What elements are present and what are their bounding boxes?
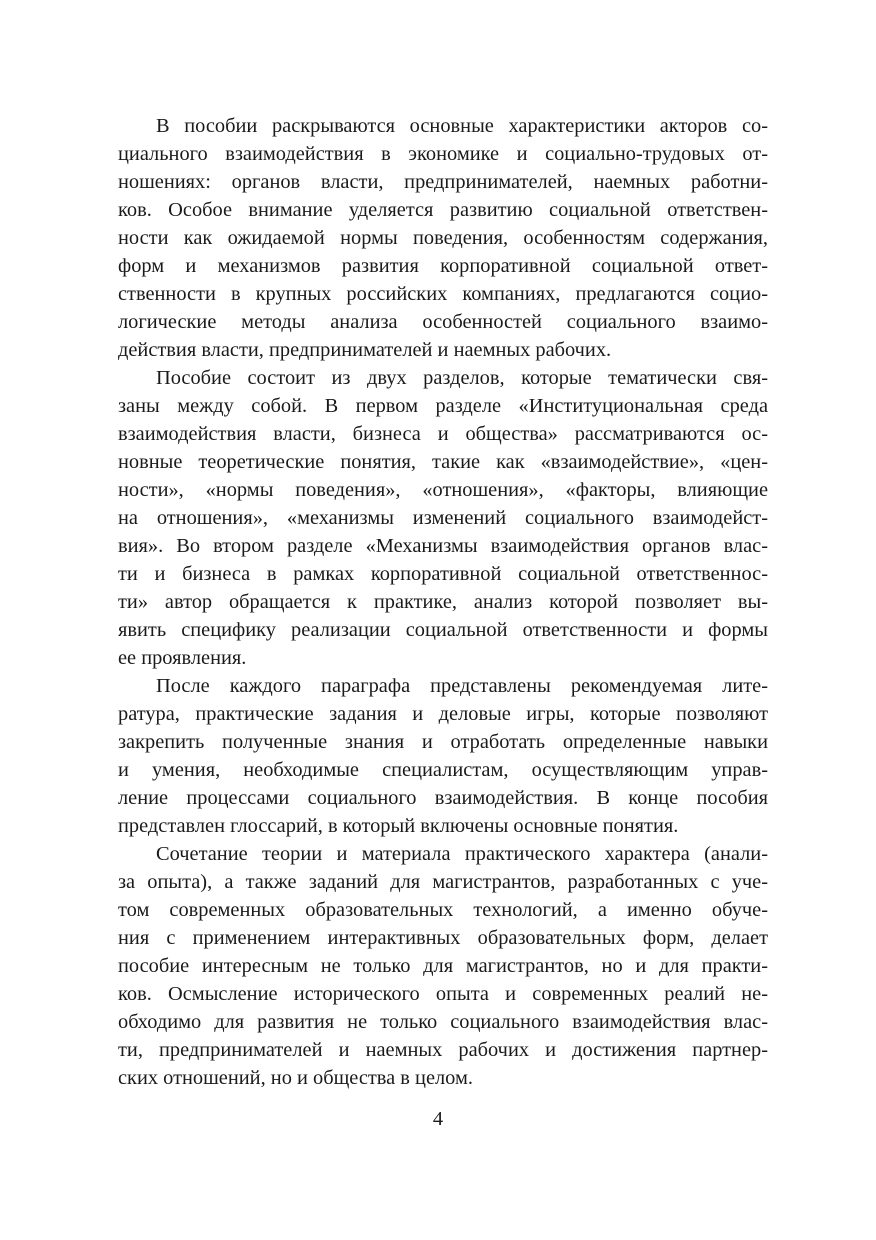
text-line: том современных образовательных технологий, а именно обуче- xyxy=(118,899,768,921)
text-line: ти и бизнеса в рамках корпоративной социальной ответственнос- xyxy=(118,563,768,585)
text-line: ков. Особое внимание уделяется развитию социальной ответствен- xyxy=(118,199,768,221)
text-line: представлен глоссарий, в который включены основные понятия. xyxy=(118,815,679,837)
text-line: ношениях: органов власти, предпринимателей, наемных работни- xyxy=(118,171,768,193)
text-line: ских отношений, но и общества в целом. xyxy=(118,1067,473,1089)
text-line: действия власти, предпринимателей и наемных рабочих. xyxy=(118,339,612,361)
text-line: ее проявления. xyxy=(118,647,247,669)
text-line: ление процессами социального взаимодействия. В конце пособия xyxy=(118,787,768,809)
text-line: После каждого параграфа представлены рекомендуемая лите- xyxy=(156,675,768,697)
text-line: ти» автор обращается к практике, анализ которой позволяет вы- xyxy=(118,591,768,613)
text-line: обходимо для развития не только социального взаимодействия влас- xyxy=(118,1011,768,1033)
text-line: Пособие состоит из двух разделов, которые тематически свя- xyxy=(156,367,768,389)
text-line: ков. Осмысление исторического опыта и современных реалий не- xyxy=(118,983,768,1005)
document-page xyxy=(118,112,768,1092)
text-line: логические методы анализа особенностей социального взаимо- xyxy=(118,311,768,333)
text-line: Сочетание теории и материала практического характера (анали- xyxy=(156,843,768,865)
text-line: ратура, практические задания и деловые игры, которые позволяют xyxy=(118,703,768,725)
text-line: закрепить полученные знания и отработать определенные навыки xyxy=(118,731,768,753)
text-line: ности», «нормы поведения», «отношения», «факторы, влияющие xyxy=(118,479,768,501)
text-line: пособие интересным не только для магистрантов, но и для практи- xyxy=(118,955,768,977)
text-line: заны между собой. В первом разделе «Институциональная среда xyxy=(118,395,768,417)
paragraph-2 xyxy=(118,364,768,672)
text-line: за опыта), а также заданий для магистрантов, разработанных с уче- xyxy=(118,871,768,893)
text-line: на отношения», «механизмы изменений социального взаимодейст- xyxy=(118,507,768,529)
text-line: явить специфику реализации социальной ответственности и формы xyxy=(118,619,768,641)
text-line: форм и механизмов развития корпоративной социальной ответ- xyxy=(118,255,768,277)
text-line: новные теоретические понятия, такие как «взаимодействие», «цен- xyxy=(118,451,768,473)
text-line: ти, предпринимателей и наемных рабочих и достижения партнер- xyxy=(118,1039,768,1061)
text-line: циального взаимодействия в экономике и социально-трудовых от- xyxy=(118,143,768,165)
paragraph-3 xyxy=(118,672,768,840)
text-line: ственности в крупных российских компаниях, предлагаются социо- xyxy=(118,283,768,305)
text-line: и умения, необходимые специалистам, осуществляющим управ- xyxy=(118,759,768,781)
paragraph-1 xyxy=(118,112,768,364)
paragraph-4 xyxy=(118,840,768,1092)
text-line: В пособии раскрываются основные характеристики акторов со- xyxy=(156,115,768,137)
text-line: ния с применением интерактивных образовательных форм, делает xyxy=(118,927,768,949)
text-line: ности как ожидаемой нормы поведения, особенностям содержания, xyxy=(118,227,768,249)
page-number: 4 xyxy=(432,1108,444,1130)
text-line: взаимодействия власти, бизнеса и общества» рассматриваются ос- xyxy=(118,423,768,445)
text-line: вия». Во втором разделе «Механизмы взаимодействия органов влас- xyxy=(118,535,768,557)
